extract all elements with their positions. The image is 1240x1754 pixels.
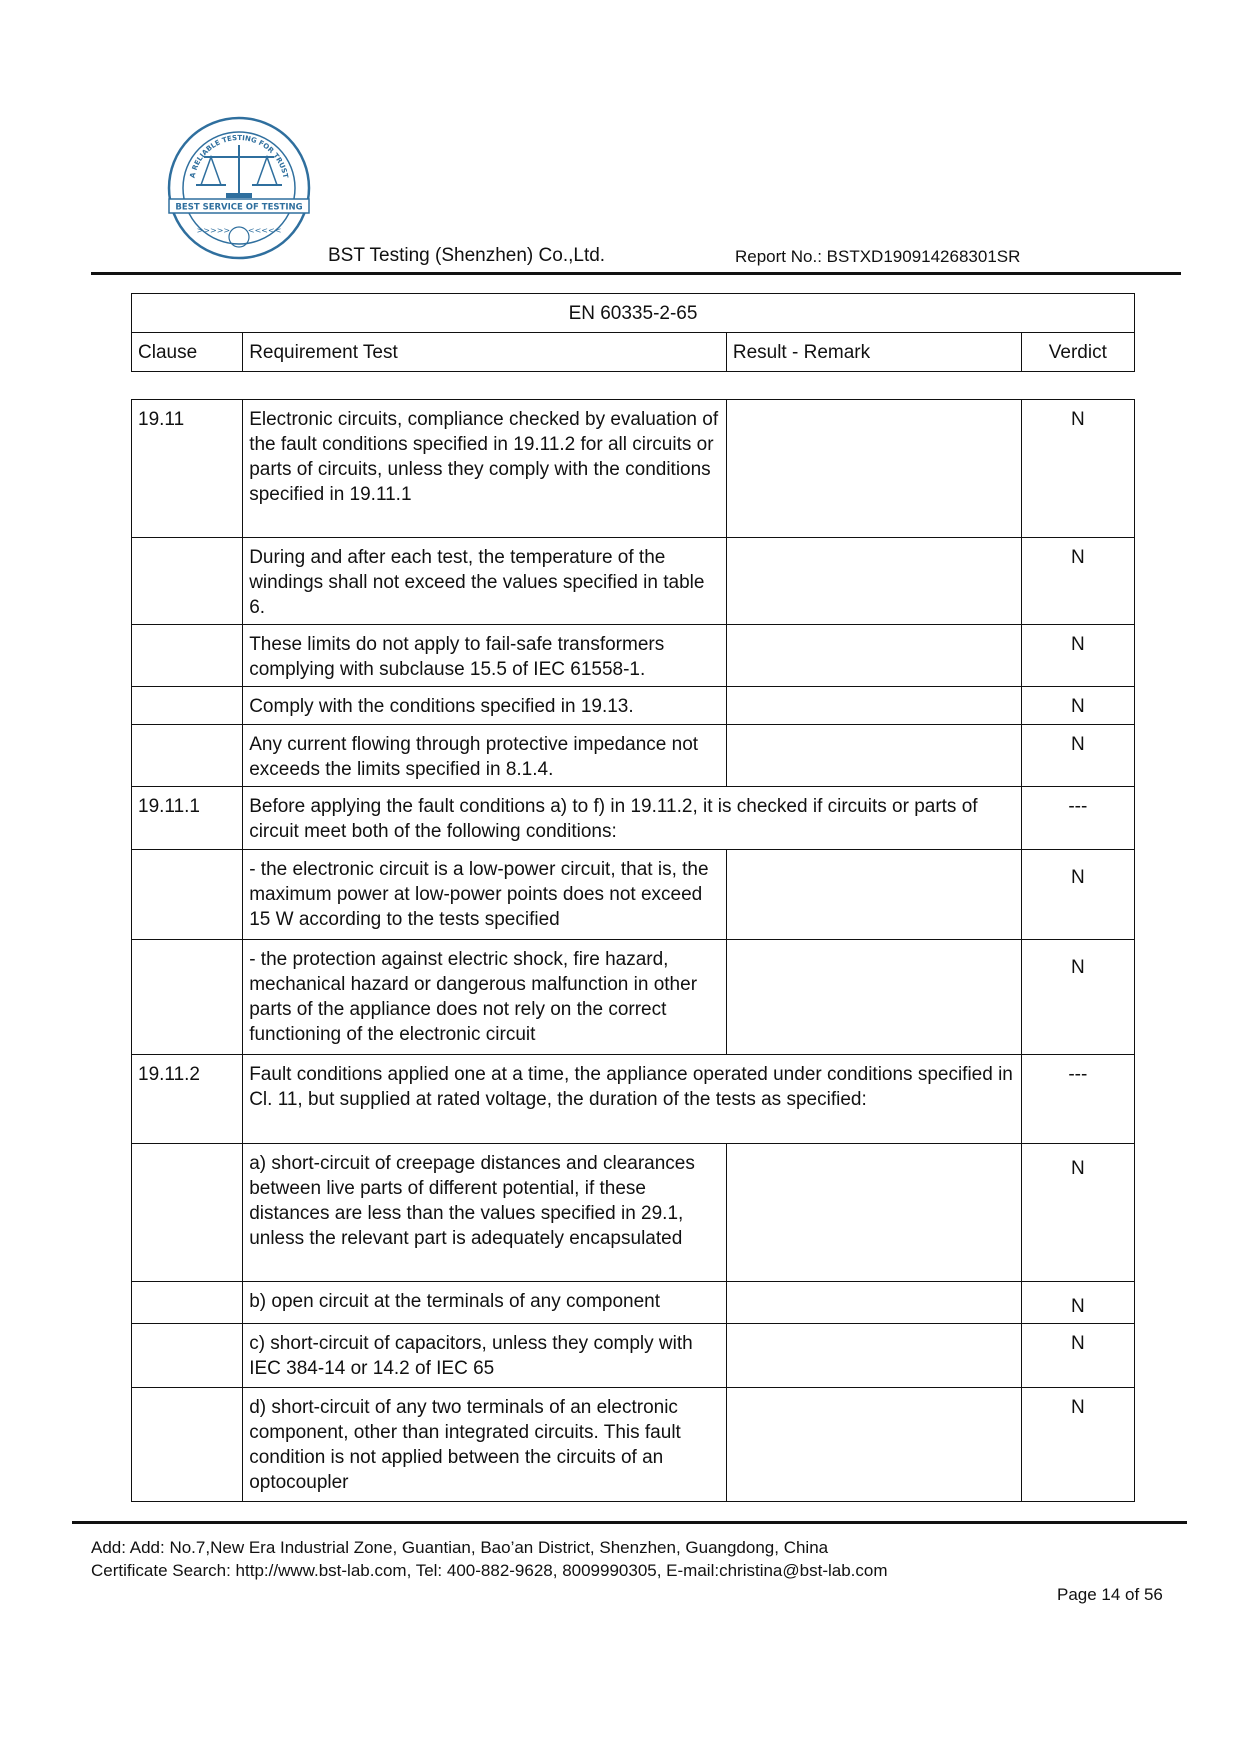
table-row (132, 687, 1135, 725)
table-row (132, 1388, 1135, 1502)
verdict-cell: N (1021, 1388, 1134, 1502)
column-header-result: Result - Remark (726, 333, 1021, 372)
table-row (132, 850, 1135, 940)
bst-logo-seal (166, 115, 312, 261)
report-number: Report No.: BSTXD190914268301SR (735, 247, 1021, 266)
clause-cell (132, 725, 243, 787)
table-row (132, 1282, 1135, 1324)
clause-cell (132, 940, 243, 1055)
verdict-cell: N (1021, 725, 1134, 787)
verdict-cell: N (1021, 850, 1134, 940)
table-row (132, 400, 1135, 538)
clause-cell (132, 625, 243, 687)
svg-text:BEST SERVICE OF TESTING: BEST SERVICE OF TESTING (175, 202, 303, 213)
requirement-cell: - the electronic circuit is a low-power circuit, that is, the maximum power at low-power points does not exceed 15 W according to the tests specified (243, 850, 727, 940)
verdict-cell: N (1021, 1144, 1134, 1282)
table-row (132, 725, 1135, 787)
clause-cell (132, 687, 243, 725)
requirement-cell: Electronic circuits, compliance checked by evaluation of the fault conditions specified in 19.11.2 for all circuits or parts of circuits, unless they comply with the conditions specified in 19.11.1 (243, 400, 727, 538)
verdict-cell: N (1021, 940, 1134, 1055)
result-cell (726, 1388, 1021, 1502)
svg-text:A RELIABLE TESTING FOR TRUST: A RELIABLE TESTING FOR TRUST (188, 133, 290, 179)
footer-certificate-search: Certificate Search: http://www.bst-lab.com, Tel: 400-882-9628, 8009990305, E-mail:christina@bst-lab.com (91, 1561, 888, 1580)
requirement-cell: Fault conditions applied one at a time, the appliance operated under conditions specified in Cl. 11, but supplied at rated voltage, the duration of the tests as specified: (243, 1055, 1021, 1144)
verdict-cell: --- (1021, 1055, 1134, 1144)
clause-cell (132, 850, 243, 940)
verdict-cell: N (1021, 538, 1134, 625)
requirement-cell: Comply with the conditions specified in 19.13. (243, 687, 727, 725)
table-row (132, 1055, 1135, 1144)
requirement-cell: b) open circuit at the terminals of any component (243, 1282, 727, 1324)
requirement-cell: Before applying the fault conditions a) to f) in 19.11.2, it is checked if circuits or parts of circuit meet both of the following conditions: (243, 787, 1021, 850)
requirement-cell: a) short-circuit of creepage distances and clearances between live parts of different potential, if these distances are less than the values specified in 29.1, unless the relevant part is adequately encapsulated (243, 1144, 727, 1282)
header-divider (91, 272, 1181, 275)
requirement-cell: These limits do not apply to fail-safe transformers complying with subclause 15.5 of IEC 61558-1. (243, 625, 727, 687)
result-cell (726, 1324, 1021, 1388)
requirements-table (131, 399, 1135, 1502)
requirement-cell: - the protection against electric shock, fire hazard, mechanical hazard or dangerous malfunction in other parts of the appliance does not rely on the correct functioning of the electronic circuit (243, 940, 727, 1055)
verdict-cell: N (1021, 625, 1134, 687)
table-row (132, 1324, 1135, 1388)
result-cell (726, 625, 1021, 687)
result-cell (726, 725, 1021, 787)
verdict-cell: N (1021, 400, 1134, 538)
result-cell (726, 1144, 1021, 1282)
table-row (132, 940, 1135, 1055)
result-cell (726, 1282, 1021, 1324)
result-cell (726, 538, 1021, 625)
svg-text:>>>>> <<<<<: >>>>> <<<<< (196, 226, 282, 235)
verdict-cell: N (1021, 1282, 1134, 1324)
result-cell (726, 850, 1021, 940)
requirement-cell: d) short-circuit of any two terminals of an electronic component, other than integrated circuits. This fault condition is not applied between the circuits of an optocoupler (243, 1388, 727, 1502)
clause-cell (132, 1144, 243, 1282)
requirement-cell: c) short-circuit of capacitors, unless they comply with IEC 384-14 or 14.2 of IEC 65 (243, 1324, 727, 1388)
company-name: BST Testing (Shenzhen) Co.,Ltd. (328, 245, 606, 266)
requirement-cell: During and after each test, the temperature of the windings shall not exceed the values specified in table 6. (243, 538, 727, 625)
column-header-clause: Clause (132, 333, 243, 372)
standard-title: EN 60335-2-65 (132, 294, 1135, 333)
verdict-cell: --- (1021, 787, 1134, 850)
column-header-verdict: Verdict (1021, 333, 1134, 372)
verdict-cell: N (1021, 1324, 1134, 1388)
clause-cell (132, 1324, 243, 1388)
requirement-cell: Any current flowing through protective impedance not exceeds the limits specified in 8.1.4. (243, 725, 727, 787)
result-cell (726, 687, 1021, 725)
result-cell (726, 400, 1021, 538)
clause-cell (132, 1282, 243, 1324)
clause-cell (132, 538, 243, 625)
verdict-cell: N (1021, 687, 1134, 725)
page-number: Page 14 of 56 (1057, 1585, 1163, 1604)
result-cell (726, 940, 1021, 1055)
clause-cell: 19.11.1 (132, 787, 243, 850)
table-row (132, 625, 1135, 687)
column-header-requirement: Requirement Test (243, 333, 727, 372)
standard-header-table (131, 293, 1135, 372)
table-row (132, 787, 1135, 850)
clause-cell (132, 1388, 243, 1502)
footer-address: Add: Add: No.7,New Era Industrial Zone, Guantian, Bao’an District, Shenzhen, Guangdong, China (91, 1538, 829, 1557)
clause-cell: 19.11.2 (132, 1055, 243, 1144)
table-row (132, 1144, 1135, 1282)
footer-divider (72, 1521, 1187, 1524)
table-row (132, 538, 1135, 625)
clause-cell: 19.11 (132, 400, 243, 538)
